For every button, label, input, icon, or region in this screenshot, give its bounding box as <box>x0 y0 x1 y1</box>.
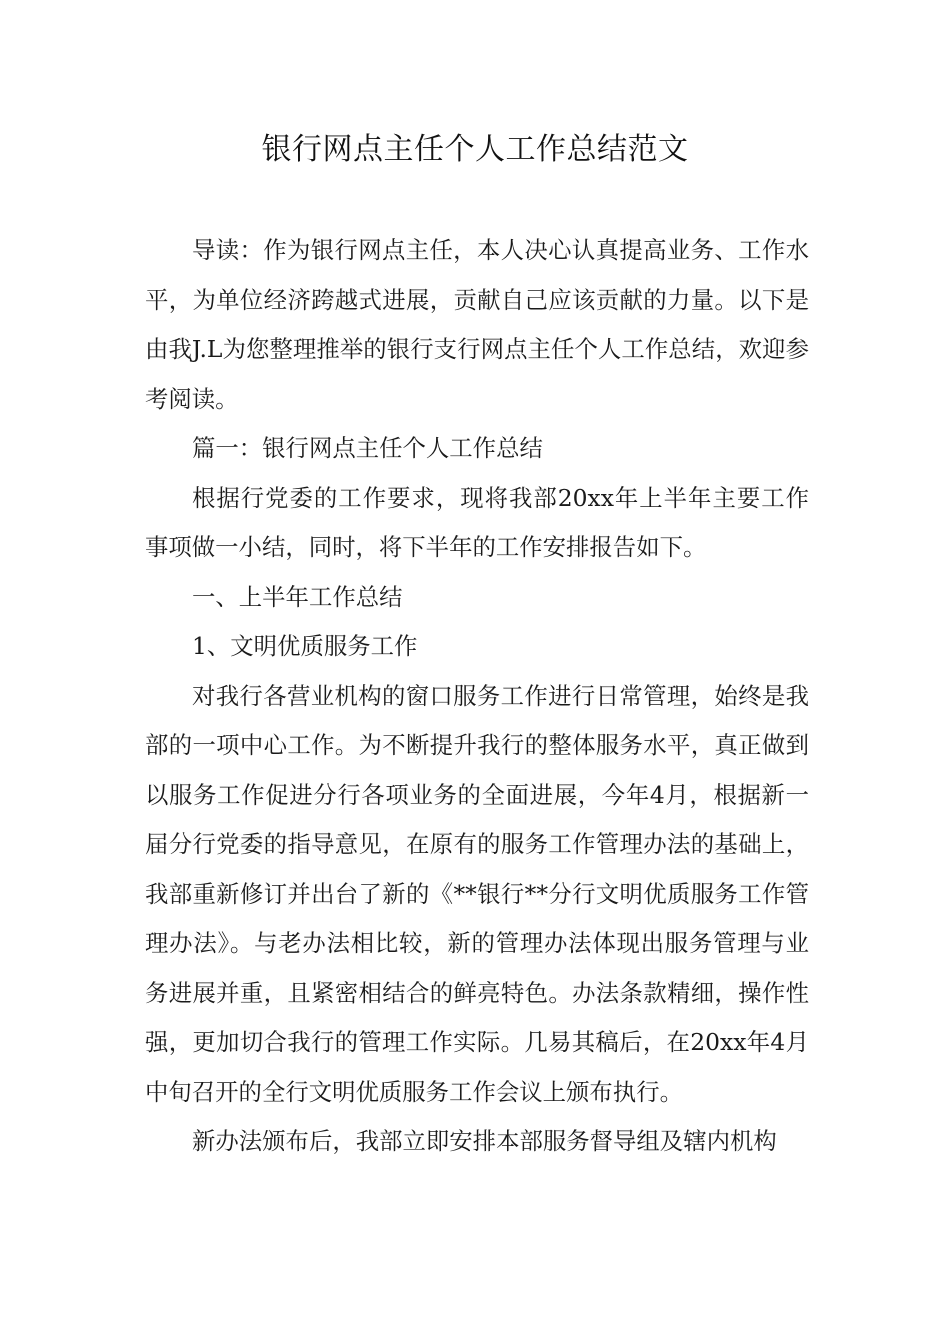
paragraph-subsection-heading: 1、文明优质服务工作 <box>192 632 418 660</box>
paragraph-service-work: 对我行各营业机构的窗口服务工作进行日常管理，始终是我部的一项中心工作。为不断提升我行的整体服务水平，真正做到以服务工作促进分行各项业务的全面进展，今年4月，根据新一届分行党委的指导意见，在原有的服务工作管理办法的基础上，我部重新修订并出台了新的《**银行**分行文明优质服务工作管理办法》。与老办法相比较，新的管理办法体现出服务管理与业务进展并重，且紧密相结合的鲜亮特色。办法条款精细，操作性强，更加切合我行的管理工作实际。几易其稿后，在20xx年4月中旬召开的全行文明优质服务工作会议上颁布执行。 <box>145 681 809 1106</box>
paragraph-chapter-heading: 篇一：银行网点主任个人工作总结 <box>192 434 543 462</box>
document-body <box>145 226 809 1167</box>
paragraph-intro: 导读：作为银行网点主任，本人决心认真提高业务、工作水平，为单位经济跨越式进展，贡献自己应该贡献的力量。以下是由我J.L为您整理推举的银行支行网点主任个人工作总结，欢迎参考阅读。 <box>145 236 809 413</box>
document-title: 银行网点主任个人工作总结范文 <box>261 132 689 167</box>
paragraph-new-measures: 新办法颁布后，我部立即安排本部服务督导组及辖内机构 <box>192 1127 777 1155</box>
paragraph-opening: 根据行党委的工作要求，现将我部20xx年上半年主要工作事项做一小结，同时，将下半年的工作安排报告如下。 <box>145 483 809 561</box>
paragraph-section-heading: 一、上半年工作总结 <box>192 582 403 611</box>
